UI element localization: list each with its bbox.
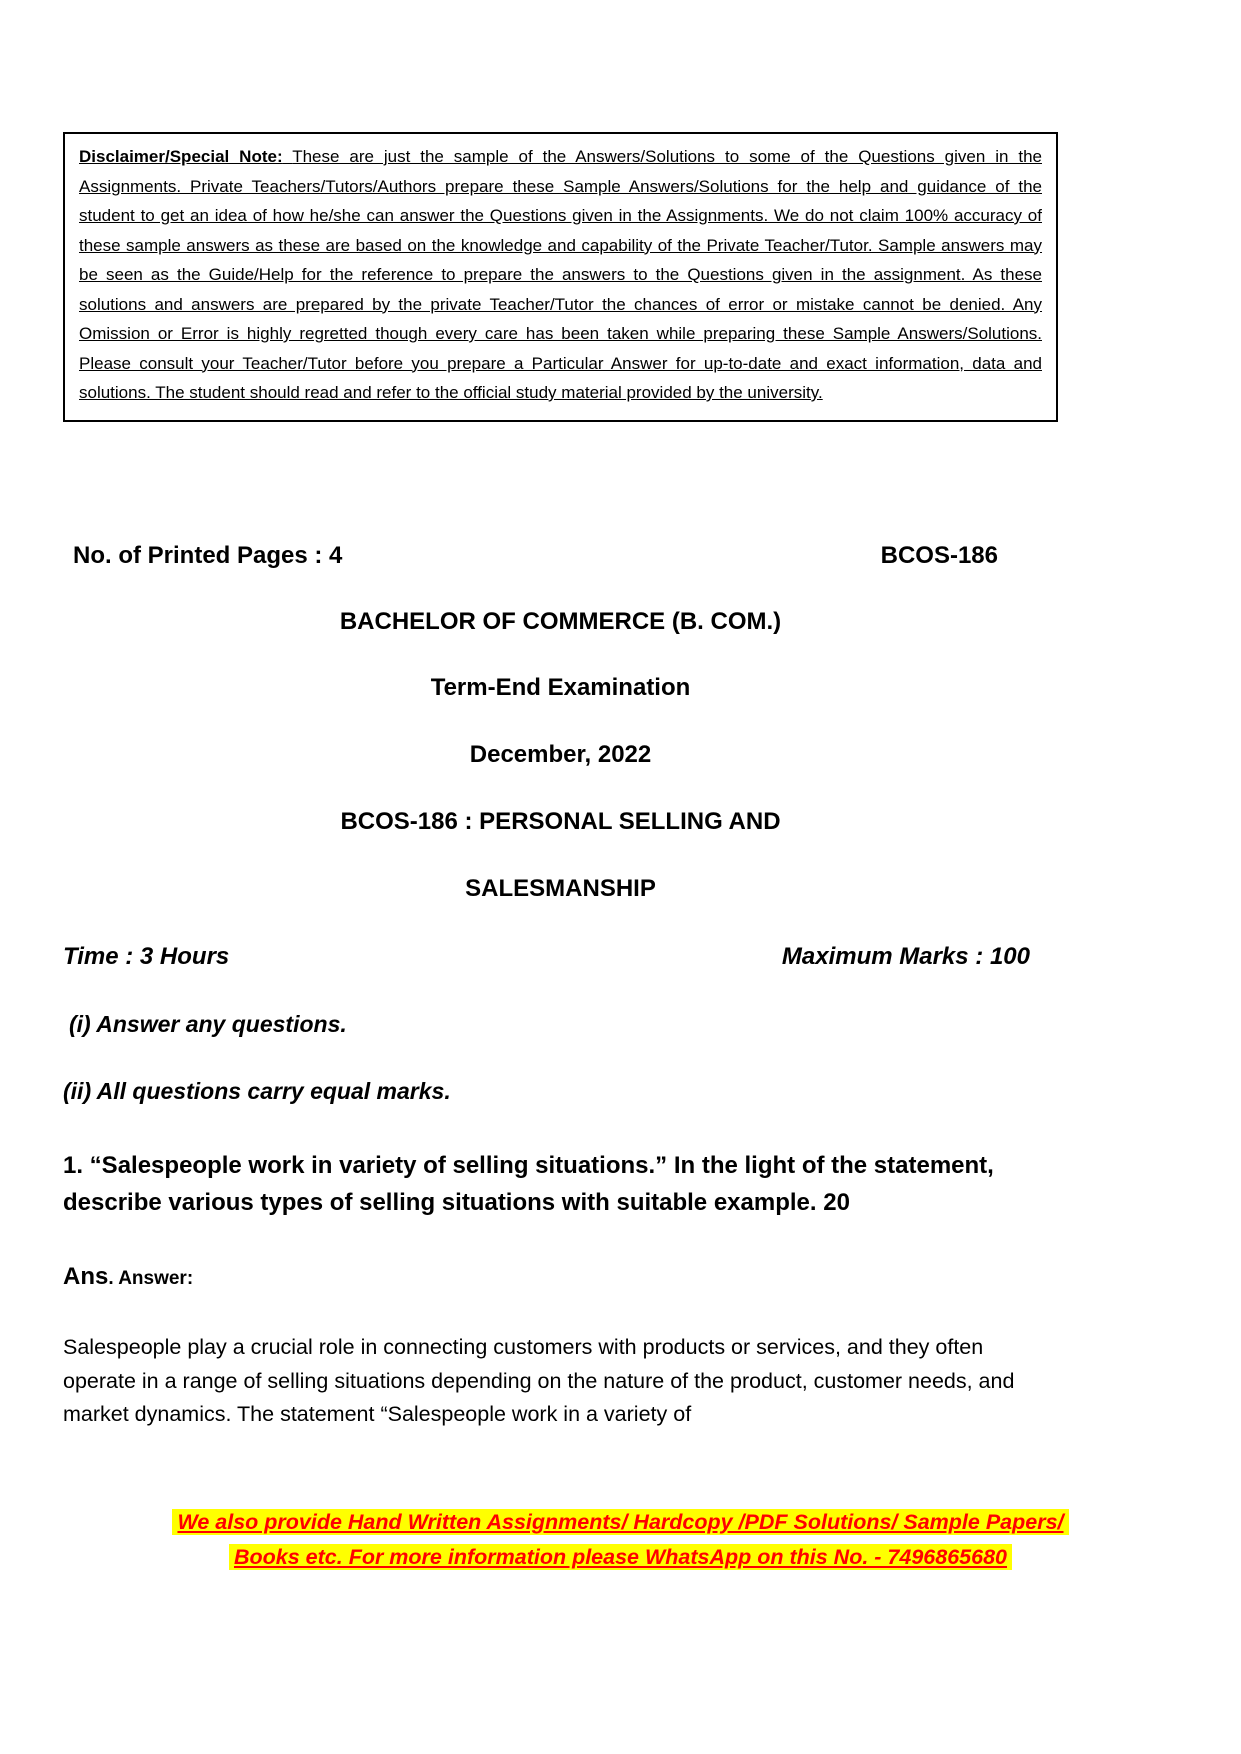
instruction-2: (ii) All questions carry equal marks. <box>63 1078 451 1105</box>
course-code: BCOS-186 <box>880 541 998 569</box>
promo-footer-text1: We also provide Hand Written Assignments/ Hardcopy /PDF Solutions/ Sample Papers/ <box>172 1509 1068 1535</box>
maximum-marks: Maximum Marks : 100 <box>781 943 1030 971</box>
answer-sublabel: . Answer: <box>108 1268 194 1290</box>
disclaimer-label: Disclaimer/Special Note: <box>79 147 283 166</box>
promo-footer-text2: Books etc. For more information please WhatsApp on this No. - 7496865680 <box>229 1544 1012 1570</box>
question-1: 1. “Salespeople work in variety of selling situations.” In the light of the statement, describe various types of selling situations with suitable example. 20 <box>63 1152 994 1217</box>
answer-label: Ans <box>63 1263 109 1291</box>
course-title-line2: SALESMANSHIP <box>465 874 656 902</box>
header-row <box>63 542 1058 570</box>
promo-footer-line2 <box>0 1541 1241 1576</box>
course-title-line1: BCOS-186 : PERSONAL SELLING AND <box>340 807 781 835</box>
answer-paragraph: Salespeople play a crucial role in connecting customers with products or services, and they often operate in a range of selling situations depending on the nature of the product, customer needs, and market dynamics. The statement “Salespeople work in a variety of <box>63 1335 1015 1427</box>
printed-pages-label: No. of Printed Pages : 4 <box>73 541 343 569</box>
disclaimer-box <box>63 132 1058 422</box>
meta-row <box>63 943 1058 971</box>
promo-footer <box>0 1506 1241 1576</box>
disclaimer-text <box>79 142 1042 408</box>
promo-footer-line1 <box>0 1506 1241 1541</box>
instruction-1: (i) Answer any questions. <box>69 1011 347 1038</box>
exam-title: Term-End Examination <box>430 674 691 702</box>
time-allowed: Time : 3 Hours <box>63 943 230 971</box>
disclaimer-body: These are just the sample of the Answers/Solutions to some of the Questions given in the Assignments. Private Teachers/Tutors/Authors prepare these Sample Answers/Solutions for the help and guidance of the student to get an idea of how he/she can answer the Questions given in the Assignments. We do not claim 100% accuracy of these sample answers as these are based on the knowledge and capability of the Private Teacher/Tutor. Sample answers may be seen as the Guide/Help for the reference to prepare the answers to the Questions given in the assignment. As these solutions and answers are prepared by the private Teacher/Tutor the chances of error or mistake cannot be denied. Any Omission or Error is highly regretted though every care has been taken while preparing these Sample Answers/Solutions. Please consult your Teacher/Tutor before you prepare a Particular Answer for up-to-date and exact information, data and solutions. The student should read and refer to the official study material provided by the university. <box>79 147 1042 402</box>
session-title: December, 2022 <box>469 741 652 769</box>
answer-label-line <box>63 1263 1058 1291</box>
degree-title: BACHELOR OF COMMERCE (B. COM.) <box>339 607 782 635</box>
document-page <box>63 0 1058 1432</box>
